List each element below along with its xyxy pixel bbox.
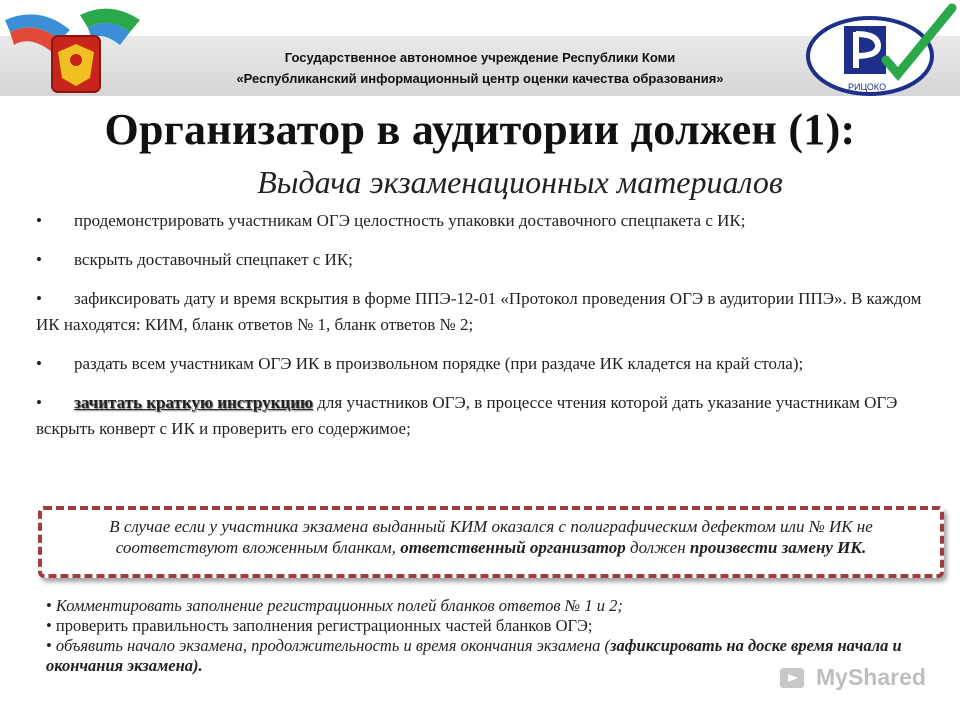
page-subtitle: Выдача экзаменационных материалов: [257, 164, 783, 200]
header-org-line2: «Республиканский информационный центр оценки качества образования»: [236, 71, 724, 86]
notice-text: В случае если у участника экзамена выданный КИМ оказался с полиграфическим дефектом или № ИК не соответствуют вложенным бланкам,: [109, 517, 873, 557]
komi-emblem-icon: [0, 0, 150, 98]
notice-emphasis: ответственный организатор: [400, 538, 626, 557]
list-item-emphasis: зачитать краткую инструкцию: [74, 393, 313, 412]
logo-caption: РИЦОКО: [848, 82, 887, 92]
notice-text: должен: [625, 538, 690, 557]
list-item: • зачитать краткую инструкцию для участников ОГЭ, в процессе чтения которой дать указание участникам ОГЭ вскрыть конверт с ИК и проверить его содержимое;: [36, 393, 898, 438]
list-item: • Комментировать заполнение регистрационных полей бланков ответов № 1 и 2;: [46, 596, 623, 615]
header-band: [0, 0, 960, 98]
watermark-text: MyShared: [816, 664, 926, 690]
replacement-notice-box: [38, 506, 944, 578]
header-org-line1: Государственное автономное учреждение Республики Коми: [284, 50, 676, 65]
list-item-text: Комментировать заполнение регистрационных полей бланков ответов № 1 и 2;: [55, 596, 623, 615]
list-item: • вскрыть доставочный спецпакет с ИК;: [36, 250, 353, 269]
list-item-text: продемонстрировать участникам ОГЭ целостность упаковки доставочного спецпакета с ИК;: [74, 211, 746, 230]
watermark: [778, 660, 938, 700]
ritsoko-logo-icon: [800, 0, 960, 98]
page-title: Организатор в аудитории должен (1):: [104, 105, 856, 154]
list-item: • зафиксировать дату и время вскрытия в форме ППЭ-12-01 «Протокол проведения ОГЭ в аудитории ППЭ». В каждом ИК находятся: КИМ, бланк ответов № 1, бланк ответов № 2;: [36, 289, 922, 334]
list-item-text: зафиксировать дату и время вскрытия в форме ППЭ-12-01 «Протокол проведения ОГЭ в аудитории ППЭ». В каждом ИК находятся: КИМ, бланк ответов № 1, бланк ответов № 2;: [36, 289, 922, 334]
list-item-emphasis: зафиксировать на доске время начала и окончания экзамена).: [46, 636, 902, 675]
watermark-logo-icon: [778, 662, 812, 696]
list-item: • продемонстрировать участникам ОГЭ целостность упаковки доставочного спецпакета с ИК;: [36, 211, 746, 230]
list-item-text: для участников ОГЭ, в процессе чтения которой дать указание участникам ОГЭ вскрыть конверт с ИК и проверить его содержимое;: [36, 393, 898, 438]
list-item-text: вскрыть доставочный спецпакет с ИК;: [74, 250, 353, 269]
list-item: • раздать всем участникам ОГЭ ИК в произвольном порядке (при раздаче ИК кладется на край стола);: [36, 354, 804, 373]
list-item-text: раздать всем участникам ОГЭ ИК в произвольном порядке (при раздаче ИК кладется на край стола);: [74, 354, 804, 373]
duty-list: [36, 208, 926, 455]
list-item-text: объявить начало экзамена, продолжительность и время окончания экзамена (: [55, 636, 611, 655]
list-item-text: проверить правильность заполнения регистрационных частей бланков ОГЭ;: [55, 616, 593, 635]
list-item: • проверить правильность заполнения регистрационных частей бланков ОГЭ;: [46, 616, 593, 635]
notice-emphasis: произвести замену ИК.: [689, 538, 867, 557]
list-item: • объявить начало экзамена, продолжительность и время окончания экзамена (зафиксировать на доске время начала и окончания экзамена).: [46, 636, 902, 675]
